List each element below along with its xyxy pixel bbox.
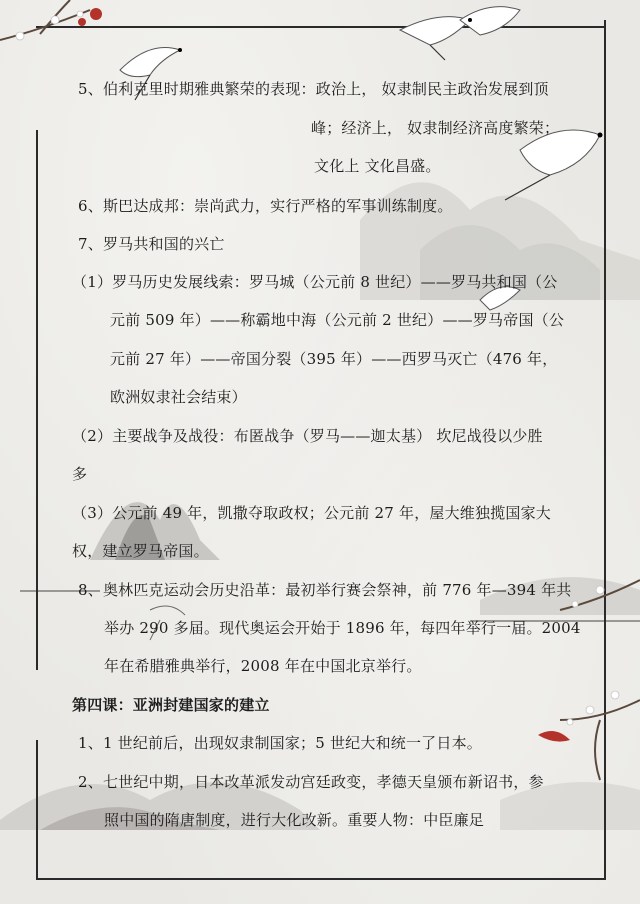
text-line: 年在希腊雅典举行，2008 年在中国北京举行。 (104, 657, 422, 675)
text-line: 照中国的隋唐制度，进行大化改新。重要人物：中臣廉足 (104, 811, 485, 829)
text-line: 6、斯巴达成邦：崇尚武力，实行严格的军事训练制度。 (78, 197, 453, 215)
text-line: 元前 27 年）——帝国分裂（395 年）——西罗马灭亡（476 年， (110, 350, 558, 368)
text-line: 1、1 世纪前后，出现奴隶制国家；5 世纪大和统一了日本。 (78, 734, 482, 752)
text-line: 2、七世纪中期，日本改革派发动宫廷政变，孝德天皇颁布新诏书，参 (78, 773, 544, 791)
text-line: 多 (72, 465, 88, 483)
text-line: （1）罗马历史发展线索：罗马城（公元前 8 世纪）——罗马共和国（公 (72, 273, 558, 291)
text-line: 举办 290 多届。现代奥运会开始于 1896 年，每四年举行一届。2004 (104, 619, 581, 637)
text-line: 权，建立罗马帝国。 (72, 542, 209, 560)
section-heading: 第四课：亚洲封建国家的建立 (72, 696, 270, 714)
text-line: 5、伯利克里时期雅典繁荣的表现：政治上， 奴隶制民主政治发展到顶 (78, 80, 549, 98)
text-line: （2）主要战争及战役：布匿战争（罗马——迦太基） 坎尼战役以少胜 (72, 427, 543, 445)
text-line: 欧洲奴隶社会结束） (110, 388, 247, 406)
text-line: 文化上 文化昌盛。 (314, 157, 441, 175)
text-line: 8、奥林匹克运动会历史沿革：最初举行赛会祭神，前 776 年—394 年共 (78, 581, 572, 599)
text-line: （3）公元前 49 年，凯撒夺取政权；公元前 27 年，屋大维独揽国家大 (72, 504, 551, 522)
text-line: 元前 509 年）——称霸地中海（公元前 2 世纪）——罗马帝国（公 (110, 311, 565, 329)
text-line: 7、罗马共和国的兴亡 (78, 235, 225, 253)
text-line: 峰；经济上， 奴隶制经济高度繁荣； (311, 119, 560, 137)
